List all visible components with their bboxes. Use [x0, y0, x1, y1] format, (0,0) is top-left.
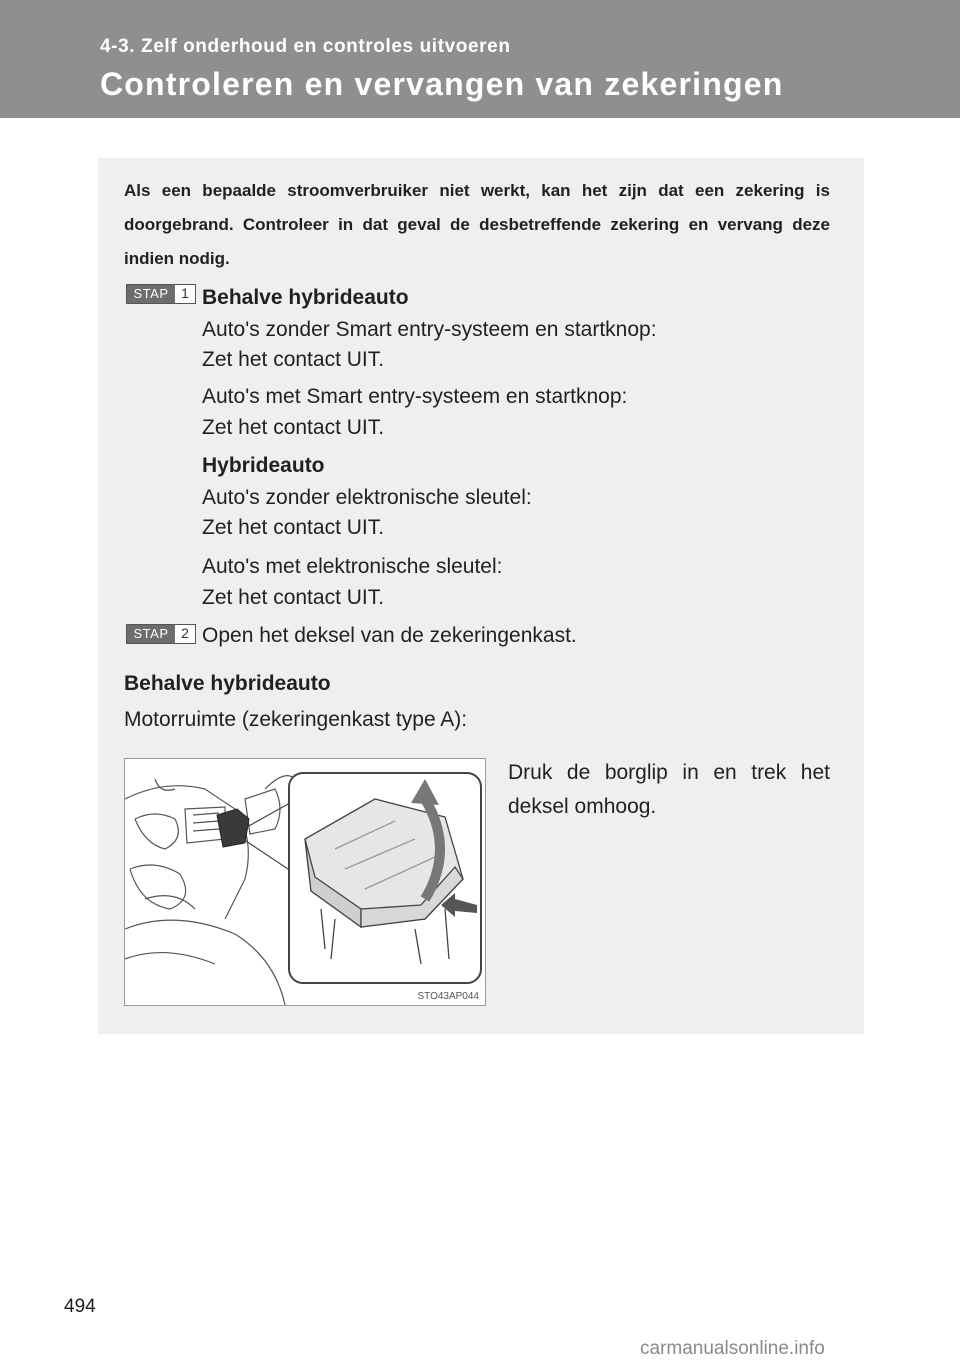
step2-text: Open het deksel van de zekeringenkast. [202, 624, 577, 647]
step2-badge-label: STAP [127, 625, 175, 643]
fuse-box-illustration [124, 758, 486, 1006]
page-header [0, 0, 960, 118]
step1-a-line4: Zet het contact UIT. [202, 416, 385, 439]
step1-b-line3: Auto's met elektronische sleutel: [202, 555, 503, 578]
page-title: Controleren en vervangen van zekeringen [100, 66, 784, 102]
section-label: 4-3. Zelf onderhoud en controles uitvoeren [100, 36, 511, 57]
section-subheading: Motorruimte (zekeringenkast type A): [124, 708, 468, 731]
step1-b-line2: Zet het contact UIT. [202, 516, 385, 539]
section-heading: Behalve hybrideauto [124, 672, 331, 695]
step1-badge-number: 1 [181, 285, 189, 301]
step2-badge [126, 624, 196, 644]
step1-heading-a: Behalve hybrideauto [202, 286, 409, 309]
step1-a-line2: Zet het contact UIT. [202, 348, 385, 371]
step1-a-line1: Auto's zonder Smart entry-systeem en startknop: [202, 318, 657, 341]
page-number: 494 [64, 1296, 96, 1317]
step1-badge [126, 284, 196, 304]
step1-badge-label: STAP [127, 285, 175, 303]
figure-caption: Druk de borglip in en trek het deksel omhoog. [508, 761, 830, 818]
step1-b-line4: Zet het contact UIT. [202, 586, 385, 609]
step2-badge-number: 2 [181, 625, 189, 641]
step1-heading-b: Hybrideauto [202, 454, 325, 477]
watermark: carmanualsonline.info [640, 1338, 825, 1359]
figure-code: STO43AP044 [417, 991, 479, 1002]
intro-text: Als een bepaalde stroomverbruiker niet werkt, kan het zijn dat een zekering is doorgebrand. Controleer in dat geval de desbetreffende zekering en vervang deze indien nodig. [124, 181, 830, 268]
step1-a-line3: Auto's met Smart entry-systeem en startknop: [202, 385, 628, 408]
step1-b-line1: Auto's zonder elektronische sleutel: [202, 486, 532, 509]
